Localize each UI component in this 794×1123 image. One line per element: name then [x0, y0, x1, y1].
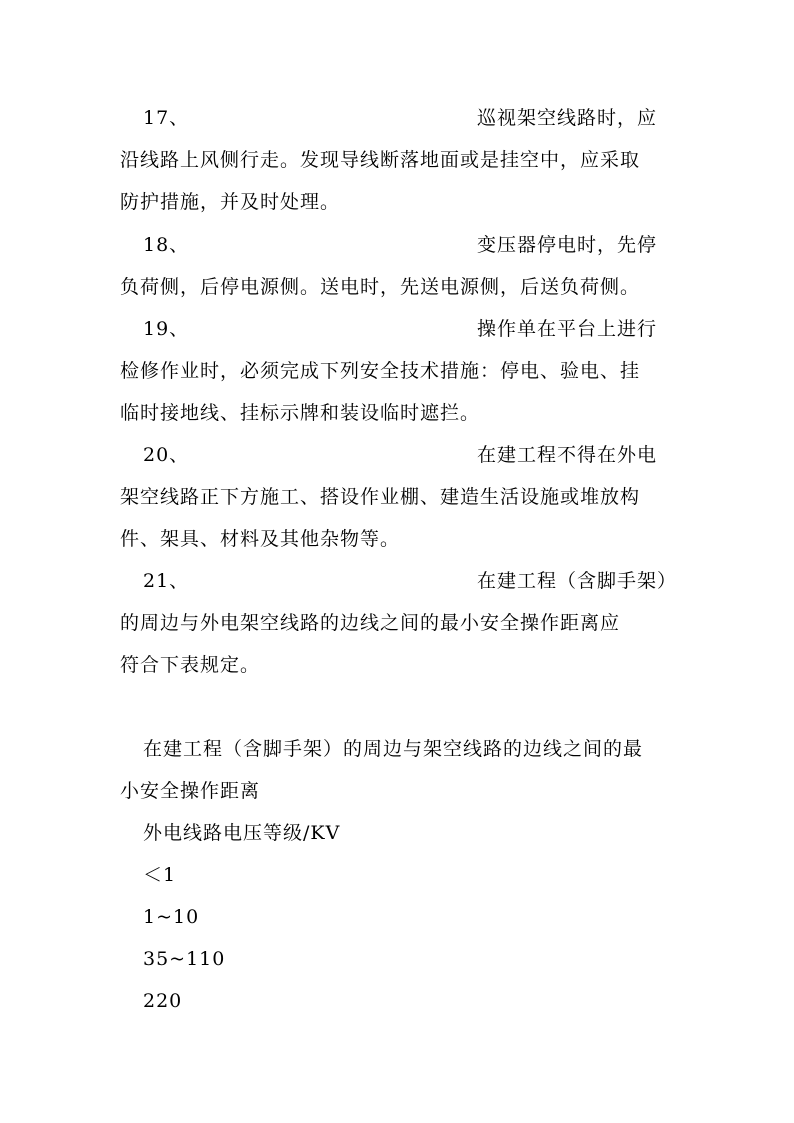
item-lead-text: 巡视架空线路时，应 — [477, 107, 658, 129]
table-caption: 在建工程（含脚手架）的周边与架空线路的边线之间的最 — [143, 738, 644, 760]
item-text-line: 架空线路正下方施工、搭设作业棚、建造生活设施或堆放构 — [120, 486, 641, 508]
item-lead-text: 操作单在平台上进行 — [477, 318, 658, 340]
table-cell: ＜1 — [143, 864, 177, 886]
item-text-line: 负荷侧，后停电源侧。送电时，先送电源侧，后送负荷侧。 — [120, 276, 641, 298]
item-number: 21、 — [143, 570, 190, 592]
table-cell: 35~110 — [143, 948, 226, 970]
table-caption: 小安全操作距离 — [120, 780, 261, 802]
item-lead-text: 在建工程不得在外电 — [477, 444, 658, 466]
item-number: 17、 — [143, 107, 190, 129]
item-number: 18、 — [143, 234, 190, 256]
item-text-line: 符合下表规定。 — [120, 654, 261, 676]
item-text-line: 件、架具、材料及其他杂物等。 — [120, 528, 401, 550]
item-number: 19、 — [143, 318, 190, 340]
item-lead-text: 在建工程（含脚手架） — [477, 570, 678, 592]
item-text-line: 检修作业时，必须完成下列安全技术措施：停电、验电、挂 — [120, 360, 641, 382]
item-text-line: 防护措施，并及时处理。 — [120, 191, 341, 213]
table-cell: 220 — [143, 990, 183, 1012]
item-text-line: 的周边与外电架空线路的边线之间的最小安全操作距离应 — [120, 612, 621, 634]
table-cell: 1~10 — [143, 906, 200, 928]
item-text-line: 临时接地线、挂标示牌和装设临时遮拦。 — [120, 402, 481, 424]
item-text-line: 沿线路上风侧行走。发现导线断落地面或是挂空中，应采取 — [120, 149, 641, 171]
item-number: 20、 — [143, 444, 190, 466]
item-lead-text: 变压器停电时，先停 — [477, 234, 658, 256]
table-header: 外电线路电压等级/KV — [143, 822, 341, 844]
